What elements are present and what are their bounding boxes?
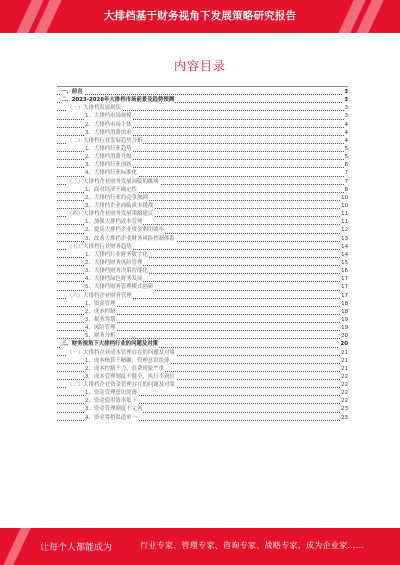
toc-entry-page-number: 5 <box>344 145 348 152</box>
toc-entry-title: 4、风险管理 <box>85 325 116 332</box>
toc-entry-page-number: 7 <box>344 170 348 177</box>
toc-entry-page-number: 3 <box>344 89 348 95</box>
toc-entry-title: 二、2023-2028年大排档市场前景及趋势预测 <box>61 97 175 104</box>
toc-entry-title: 1、大排档行业财务数字化 <box>85 251 148 258</box>
toc-entry[interactable] <box>57 349 348 357</box>
toc-entry-page-number: 19 <box>341 316 348 323</box>
toc-entry-title: 2、大排档行业的竞争加剧 <box>85 194 148 201</box>
toc-entry-page-number: 12 <box>341 227 348 234</box>
toc-entry-page-number: 22 <box>341 373 348 380</box>
toc-entry-title: 3、大排档企业面临成本挑战 <box>85 202 154 209</box>
toc-entry[interactable] <box>57 104 348 112</box>
toc-entry[interactable] <box>57 397 348 405</box>
toc-entry[interactable] <box>57 243 348 251</box>
toc-entry-page-number: 5 <box>344 154 348 161</box>
toc-entry[interactable] <box>57 332 348 340</box>
toc-entry-title: 3、大排档行业创新 <box>85 162 132 169</box>
toc-entry[interactable] <box>57 405 348 413</box>
toc-entry-title: 5、财务分析 <box>85 333 116 340</box>
toc-entry[interactable] <box>57 316 348 324</box>
toc-entry-page-number: 15 <box>341 259 348 266</box>
page-header-banner <box>0 0 400 33</box>
toc-entry-page-number: 18 <box>341 308 348 315</box>
toc-entry[interactable] <box>57 210 348 218</box>
toc-entry-page-number: 21 <box>341 365 348 372</box>
toc-entry-page-number: 8 <box>344 186 348 193</box>
toc-entry-page-number: 4 <box>344 121 348 128</box>
toc-entry-page-number: 17 <box>341 292 348 299</box>
toc-entry[interactable] <box>57 218 348 226</box>
toc-entry-page-number: 10 <box>341 202 348 209</box>
toc-entry-page-number: 13 <box>341 235 348 242</box>
toc-entry[interactable] <box>57 283 348 291</box>
toc-entry-page-number: 7 <box>344 178 348 185</box>
toc-entry-title: 1、面对经济不确定性 <box>85 186 137 193</box>
toc-entry-page-number: 14 <box>341 243 348 250</box>
toc-entry-title: 2、提高大排档企业资金利用效率 <box>85 227 164 234</box>
toc-entry-title: （二）大排档企业资金管理存在的问题及对策 <box>67 382 175 389</box>
toc-entry-title: 4、大排档行业标准化 <box>85 170 137 177</box>
toc-entry[interactable] <box>57 373 348 381</box>
toc-entry-title: 4、大排档绿色财务发展 <box>85 276 143 283</box>
toc-entry[interactable] <box>57 186 348 194</box>
toc-entry-title: （三）大排档企业财务发展面临的挑战 <box>67 178 159 185</box>
toc-entry[interactable] <box>57 389 348 397</box>
footer-slogan: 让每个人都能成为 <box>40 543 113 553</box>
toc-entry-title: 5、大排档财务管理模式创新 <box>85 284 154 291</box>
toc-entry-page-number: 3 <box>344 97 348 104</box>
toc-entry[interactable] <box>57 129 348 137</box>
toc-entry-page-number: 16 <box>341 268 348 275</box>
page-footer-banner <box>0 528 400 565</box>
toc-entry-title: 2、成本控制不力，浪费现象严重 <box>85 365 164 372</box>
toc-heading: 内容目录 <box>173 59 226 73</box>
toc-entry-title: （一）大排档发展现状 <box>67 105 121 112</box>
toc-entry[interactable] <box>57 137 348 145</box>
toc-entry-page-number: 18 <box>341 300 348 307</box>
toc-entry-title: 2、大排档消费升级 <box>85 154 132 161</box>
toc-entry[interactable] <box>57 121 348 129</box>
toc-entry-page-number: 10 <box>341 194 348 201</box>
toc-entry-page-number: 21 <box>341 357 348 364</box>
toc-entry-page-number: 4 <box>344 129 348 136</box>
toc-entry-title: 1、资金管理 <box>85 300 116 307</box>
toc-entry-title: 3、大排档消费需求 <box>85 129 132 136</box>
toc-entry-page-number: 19 <box>341 325 348 332</box>
toc-entry-title: （四）大排档企业财务发展策略建议 <box>67 211 154 218</box>
toc-entry[interactable] <box>57 300 348 308</box>
toc-entry-title: 3、税务筹划 <box>85 316 116 323</box>
toc-entry[interactable] <box>57 96 348 104</box>
toc-entry-page-number: 23 <box>341 414 348 421</box>
toc-entry-title: 1、成本核算不精确，管理意识淡薄 <box>85 357 170 364</box>
toc-leader-dots <box>57 94 348 95</box>
toc-entry-title: 4、资金筹措渠道单一 <box>85 414 137 421</box>
toc-entry-title: 2、资金使用效率低下 <box>85 398 137 405</box>
toc-entry-page-number: 14 <box>341 251 348 258</box>
toc-entry-page-number: 11 <box>341 219 348 226</box>
toc-entry[interactable] <box>57 308 348 316</box>
toc-entry[interactable] <box>57 275 348 283</box>
toc-entry-title: 2、成本控制 <box>85 308 116 315</box>
toc-entry[interactable] <box>57 178 348 186</box>
toc-entry-page-number: 6 <box>344 162 348 169</box>
footer-chevron <box>3 528 30 565</box>
toc-entry-page-number: 17 <box>341 276 348 283</box>
toc-entry-title: （五）大排档行业财务趋势 <box>67 243 132 250</box>
toc-entry-title: 1、资金管理意识淡薄 <box>85 390 137 397</box>
toc-entry[interactable] <box>57 169 348 177</box>
toc-entry-page-number: 20 <box>341 333 348 340</box>
toc-entry[interactable] <box>57 145 348 153</box>
footer-roles: 行业专家、管理专家、咨询专家、战略专家、成为企业家…… <box>140 541 365 550</box>
toc-entry-page-number: 21 <box>341 349 348 356</box>
toc-entry[interactable] <box>57 414 348 422</box>
toc-entry[interactable] <box>57 235 348 243</box>
toc-entry-page-number: 20 <box>340 341 348 348</box>
toc-entry-title: （六）大排档企业财务管理 <box>67 292 132 299</box>
toc-entry[interactable] <box>57 202 348 210</box>
toc-entry-title: 1、大排档行业趋势 <box>85 145 132 152</box>
toc-entry-title: 1、大排档市场规模 <box>85 113 132 120</box>
toc-top-rule <box>57 86 348 87</box>
toc-entry[interactable] <box>57 112 348 120</box>
toc-entry-page-number: 23 <box>341 406 348 413</box>
toc-entry[interactable] <box>57 267 348 275</box>
toc-entry[interactable] <box>57 259 348 267</box>
toc-entry-title: 三、财务视角下大排档行业的问题及对策 <box>61 341 159 348</box>
toc-entry-page-number: 17 <box>341 284 348 291</box>
toc-entry-title: 3、成本管理制度不健全，执行不到位 <box>85 373 175 380</box>
toc-entry-page-number: 22 <box>341 390 348 397</box>
toc-entry[interactable] <box>57 88 348 96</box>
toc-entry[interactable] <box>57 194 348 202</box>
toc-entry-page-number: 4 <box>344 137 348 144</box>
toc-entry-title: 3、资金管理制度不完善 <box>85 406 143 413</box>
toc-entry[interactable] <box>57 357 348 365</box>
toc-entry-title: 一、前言 <box>61 89 83 95</box>
toc-entry-title: （一）大排档企业成本管理存在的问题及对策 <box>67 349 175 356</box>
toc-entry[interactable] <box>57 292 348 300</box>
toc-entry[interactable] <box>57 324 348 332</box>
toc-entry-title: 2、大排档财务风险管理 <box>85 259 143 266</box>
toc-entry[interactable] <box>57 381 348 389</box>
toc-entry-title: 2、大排档市场主体 <box>85 121 132 128</box>
toc-entry-page-number: 22 <box>341 382 348 389</box>
toc-entry-page-number: 11 <box>341 211 348 218</box>
toc-entry-page-number: 3 <box>344 105 348 112</box>
toc-entry[interactable] <box>57 161 348 169</box>
toc-entry-page-number: 3 <box>344 113 348 120</box>
toc-entry[interactable] <box>57 226 348 234</box>
report-title: 大排档基于财务视角下发展策略研究报告 <box>103 10 297 22</box>
toc-entry[interactable] <box>57 365 348 373</box>
table-of-contents <box>57 88 348 422</box>
toc-entry-page-number: 22 <box>341 398 348 405</box>
toc-entry-title: 1、加强大排档成本管理 <box>85 219 143 226</box>
toc-entry-title: 3、改善大排档企业财务风险控制体系 <box>85 235 175 242</box>
toc-entry[interactable] <box>57 251 348 259</box>
toc-entry-title: （二）大排档行业发展趋势分析 <box>67 137 143 144</box>
toc-entry[interactable] <box>57 153 348 161</box>
toc-entry[interactable] <box>57 340 348 348</box>
toc-entry-title: 3、大排档财务决策智能化 <box>85 268 148 275</box>
